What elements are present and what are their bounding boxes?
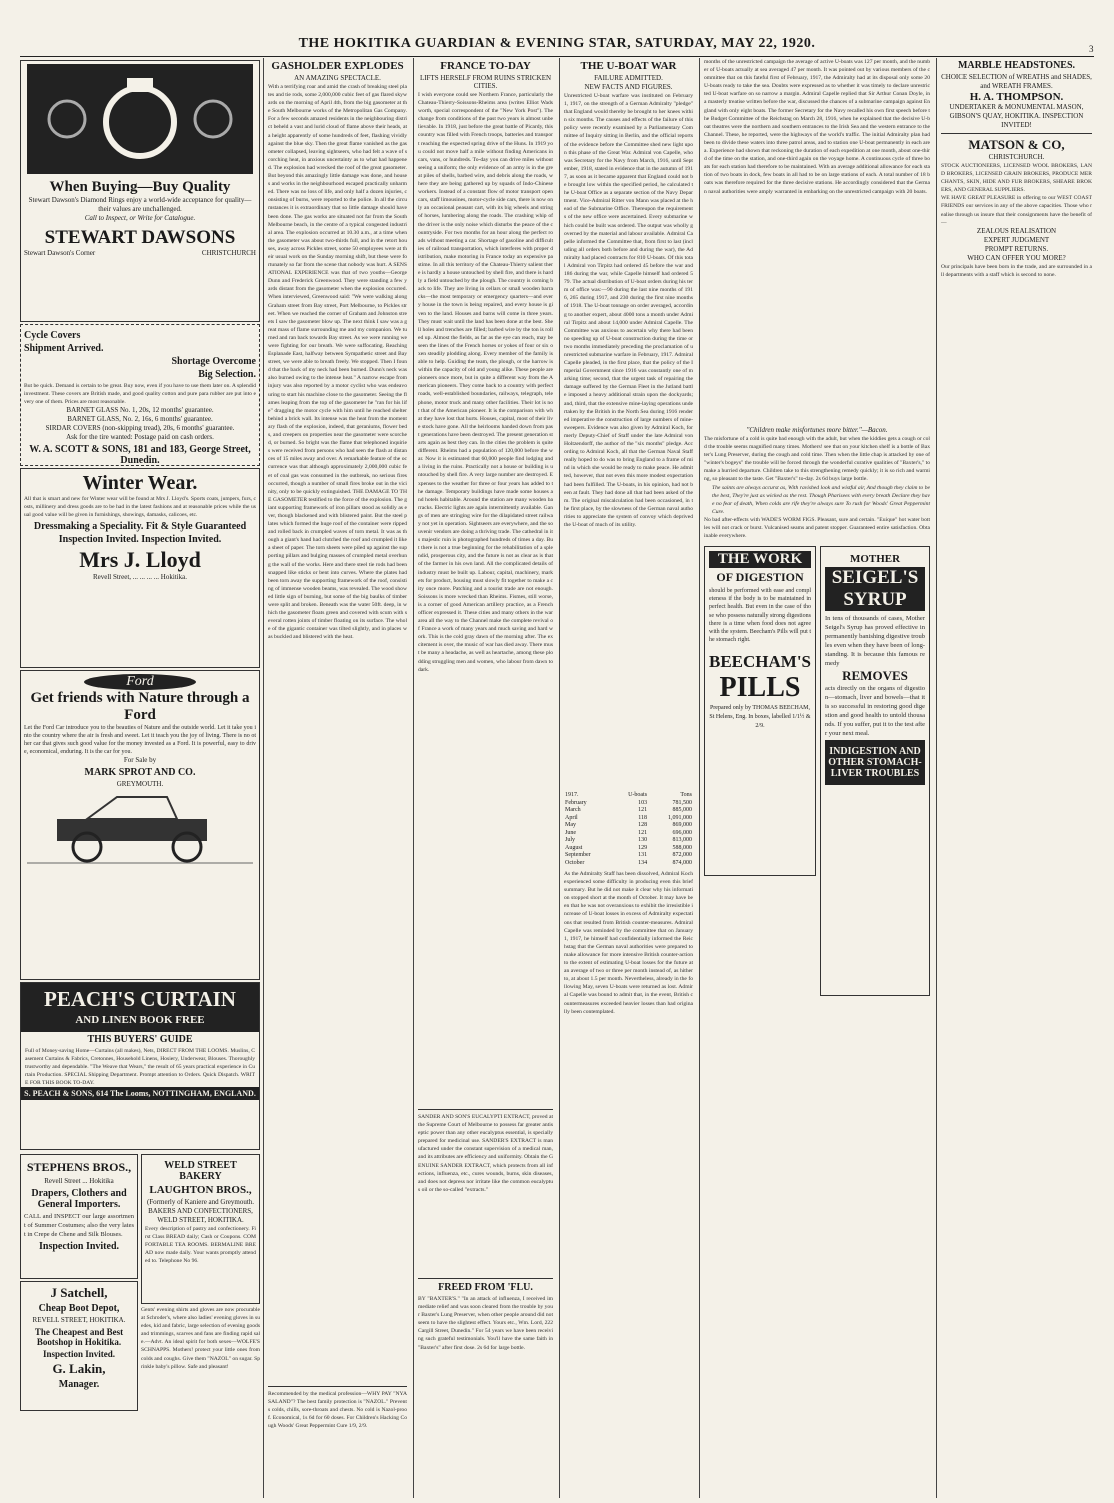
seigels-syrup-advert bbox=[820, 546, 930, 996]
beecham-brand-1: BEECHAM'S bbox=[709, 651, 812, 671]
woods-poem: The saints are always accurst as, With ravished look and wistful air, And though they claim to be the best, They're just as wicked as the rest. Though Pharisees with every breath Declare they have no fear of death, When colds are rife they're always sure To rush for Woods' Great Peppermint Cure. bbox=[712, 484, 932, 515]
lloyd-winter-wear-advert bbox=[20, 468, 260, 668]
table-cell: 130 bbox=[638, 837, 648, 843]
table-row bbox=[564, 837, 693, 845]
stephens-body: CALL and INSPECT our large assortment of Summer Costumes; also the very latest in Crepe de Chene and Silk Blouses. bbox=[24, 1213, 134, 1238]
table-cell: 129 bbox=[638, 844, 648, 851]
uboat-continued: months of the unrestricted campaign the average of active U-boats was 127 per month, and the number of U-boats actually at sea averaged 47 per month. It was pointed out by various members of the committee that on this fateful first of February, 1917, the Admiralty had at its disposal only some 20 U-boats ready to take the sea. Doubts were expressed as to whether it was timely to declare unrestricted U-boat warfare on so narrow a margin. Admiral Capelle replied that Sir Arthur Conan Doyle, in a masterly treatise written before the war, discussed the chances of a submarine campaign against England with only eight boats. The former Secretary for the Navy recalled his own first speech before the Budget Committee of the Reichstag on March 28, 1916, when he explained that the decisive U-boat theatres were the northern and southern entrances to the Irish Sea and the western entrance to the Channel. These, he reported, were the highways of the world's traffic. The initial Admiralty plan had been to divide these waters into three patrol areas, and to station one U-boat permanently in each area. Experience had shown that reckoning the duration of each expedition at one month, about one-third of the time on the station, and one-third again on the voyage home. A continuous cycle of three boats for each station had therefore to be maintained. With an average additional allowance for each station of two boats in dock, few boats in all had to be on large stations of each. A total number of 18 boats was therefore required for the three decisive stations. He accordingly considered that the German naval authorities were amply warranted in embarking on the unrestricted campaign with 20 boats. bbox=[704, 59, 932, 195]
lloyd-h2: Dressmaking a Speciality. Fit & Style Guaranteed bbox=[33, 521, 247, 533]
bacon-quote: "Children make misfortunes more bitter."—Bacon. bbox=[746, 426, 888, 434]
table-cell: May bbox=[565, 822, 576, 828]
beecham-foot: Prepared only by THOMAS BEECHAM, St Helens, Eng. In boxes, labelled 1/1½ & 2/9. bbox=[709, 704, 811, 729]
peach-h3: THIS BUYERS' GUIDE bbox=[87, 1034, 193, 1045]
table-cell: 121 bbox=[638, 829, 648, 836]
beecham-h2: OF DIGESTION bbox=[716, 570, 804, 585]
dawson-body: Stewart Dawson's Diamond Rings enjoy a world-wide acceptance for quality—their values are unchallenged. bbox=[28, 196, 252, 213]
satchell-h4: Inspection Invited. bbox=[42, 1349, 115, 1359]
satchell-h2: Cheap Boot Depot, bbox=[38, 1303, 120, 1314]
matson-line-4: WHO CAN OFFER YOU MORE? bbox=[967, 253, 1066, 262]
peach-curtain-advert bbox=[20, 982, 260, 1150]
scott-line-2: BARNET GLASS, No. 2, 16s, 6 months' guarantee. bbox=[67, 415, 213, 424]
stewart-dawson-advert bbox=[20, 60, 260, 322]
scott-line-3: SIRDAR COVERS (non-skipping tread), 20s, 6 months' guarantee. bbox=[45, 424, 235, 433]
baxters-kiddies: The misfortune of a cold is quite bad enough with the adult, but when the kiddies gets a cough or cold the trouble seems magnified many times. Mothers! see that on your kitchen shelf is a bottle of Baxter's Lung Preserver, during the cough and cold time. Then when the little chap is attacked by one of "winter's bogeys" the trouble will be forced through the wonderful curative qualities of "Baxter's," to make a hurried departure. Children take to this strengthening remedy quickly; it is so rich and warming, so pleasant to the taste. Get "Baxter's" to-day. 2s 6d buys large bottle. bbox=[704, 436, 932, 483]
dawson-brand: STEWART DAWSONS bbox=[44, 227, 236, 248]
table-cell: 874,000 bbox=[672, 859, 692, 866]
uboat-article-2: As the Admiralty Staff has been dissolved, Admiral Koch experienced some difficulty in producing even this brief summary. But he did not make it clear why his information stopped short at the month of October. It may have been that he was not overanxious to exhibit the irresistible increase of U-boat losses in excess of Admiralty expectations that resulted from British counter-measures. Admiral Capelle was reminded by the committee that on January 1, 1917, he himself had confidentially informed the Reichstag that the German naval authorities were prepared to make allowance for more intensive British counter-action to the extent of estimating U-boat losses for the future at an average of two or three per month instead of, as hitherto, at about 1.5 per month. Nevertheless, already in the following May, seven U-boats were returned as lost. Admiral Capelle was bound to admit that, in the event, British countermeasures exceeded heavier losses than had originally been contemplated. bbox=[564, 871, 695, 1015]
uboat-subtitle: FAILURE ADMITTED. bbox=[594, 74, 663, 82]
lloyd-address: Revell Street, ... ... ... ... Hokitika. bbox=[92, 573, 188, 582]
table-cell: 121 bbox=[638, 807, 648, 813]
marble-h1: MARBLE HEADSTONES. bbox=[957, 60, 1076, 71]
peach-h2: AND LINEN BOOK FREE bbox=[75, 1014, 205, 1026]
satchell-address: REVELL STREET, HOKITIKA. bbox=[32, 1316, 126, 1324]
stephens-bros-advert bbox=[20, 1154, 138, 1279]
schroder-notice: Gents' evening shirts and gloves are now procurable at Schroder's, where also ladies' evening gloves in suedes, kid and fabric, large selection of evening goods and trimmings, scarves and fans are finding rapid sale.—Advt. An ideal spirit for both sexes—WOLFE'S SCHNAPPS. Mothers! protect your little ones from colds and coughs. Give them "NAZOL" on sugar. Sprinkle baby's pillow. Safe and pleasant! bbox=[141, 1307, 262, 1370]
scott-h4: Big Selection. bbox=[198, 369, 256, 380]
table-cell: June bbox=[565, 829, 576, 836]
matson-line-1: ZEALOUS REALISATION bbox=[976, 226, 1057, 235]
table-cell: 131 bbox=[638, 852, 648, 858]
freed-flu-heading: FREED FROM 'FLU. bbox=[438, 1282, 533, 1293]
scott-name: W. A. SCOTT & SONS, 181 and 183, George Street, Dunedin. bbox=[29, 444, 251, 467]
ford-dealer: MARK SPROT AND CO. bbox=[84, 767, 196, 779]
stephens-h2: Drapers, Clothers and General Importers. bbox=[31, 1188, 127, 1210]
france-subtitle: LIFTS HERSELF FROM RUINS STRICKEN CITIES. bbox=[419, 74, 552, 90]
scott-h2: Shipment Arrived. bbox=[24, 343, 104, 354]
column-1-adverts bbox=[20, 58, 260, 1498]
dawson-corner: Stewart Dawson's Corner bbox=[24, 249, 96, 257]
peach-name: S. PEACH & SONS, 614 The Looms, NOTTINGHAM, ENGLAND. bbox=[21, 1087, 259, 1100]
satchell-name: G. Lakin, bbox=[52, 1361, 106, 1376]
ford-city: GREYMOUTH. bbox=[116, 780, 164, 789]
table-row bbox=[564, 852, 693, 860]
peach-body: Full of Money-saving Home—Curtains (all makes), Nets, DIRECT FROM THE LOOMS. Muslins, Casement Curtains & Fabrics, Cretonnes, Household Linens, Hosiery, Underwear, Blouses. Thoroughly trustworthy and dependable. "The Weave that Wears," the result of 65 years practical experience in Curtain Production. SPECIAL Shipping Department. Prompt attention to Orders. Quick Dispatch. WRITE FOR THIS BOOK TO-DAY. bbox=[25, 1048, 257, 1087]
table-cell: 118 bbox=[638, 814, 648, 821]
beecham-body: should be performed with ease and completeness if the body is to be maintained in perfect health. But even in the case of those who possess naturally strong digestions there is a time when food does not agree with the system. Beecham's Pills will put the stomach right. bbox=[709, 588, 813, 643]
uboat-title: THE U-BOAT WAR bbox=[580, 60, 677, 72]
seigel-foot: INDIGESTION AND OTHER STOMACH-LIVER TROUBLES bbox=[825, 740, 925, 785]
uboat-article: Unrestricted U-boat warfare was instituted on February 1, 1917, on the strength of a German Admiralty "pledge" that England would thereby be brought to her knees within six months. The causes and effects of the failure of this policy were recently examined by a Parliamentary Committee of Inquiry sitting in Berlin, and the official reports of the evidence before the Committee shed new light upon this phase of the Great War. Admiral von Capelle, who was Secretary for the Navy from March, 1916, until September, 1918, stated in evidence that in the autumn of 1917, as soon as it became apparent that England could not be brought low within the specified period, he calculated the U-boat Office as a separate section of the Navy Department. Vice-Admiral Ritter von Mann was placed at the head of the Submarine Office. Thereupon the requirements of the new office were ascertained. Every submarine which could be built was ordered. The output was wholly governed by the material and labour available. Admiral Capelle informed the Committee that, from first to last (including all orders both before and during the war), the Admiralty had placed contracts for 810 U-boats. Of this total Admiral von Tirpitz had ordered 45 before the war and 186 during the war, while Capelle himself had ordered 579. The actual distribution of U-boat orders during his term of office was:—90 during the last nine months of 1916, 265 during 1917, and 230 during the first nine months of 1918. The U-boat tonnage on order averaged, according to another expert, about 4000 tons a month under Admiral Tirpitz and about 14,000 under Admiral Capelle. The Committee was anxious to ascertain why there had been no speeding up of U-boat construction during the time or two months immediately preceding the proclamation of unrestricted submarine warfare in February, 1917. Admiral Capelle pleaded, in the first place, that the policy of the Imperial Government since 1916 was constantly one of marking time; second, that the urgent task of repairing the damage suffered by the German Fleet in the Jutland battle imposed a heavy additional strain upon the dockyards; and, third, that the extensive mine-laying operations undertaken by the British in the North Sea during 1916 rendered imperative the construction of large numbers of mine-sweepers. Evidence was also given by Admiral Koch, formerly Deputy-Chief of Staff under the late Admiral von Holtzendorff, the author of the "six months" pledge. According to Admiral Koch, all that the German Naval Staff really hoped to do was to bring England to a frame of mind in which she would be ready to make peace. He admitted, however, that not even this more modest expectation had been fulfilled. The U-boats, in his opinion, had not been at fault. They had done all that had been asked of them. The original miscalculation had been occasioned, in the first place, by the slowness of the German naval authorities to appreciate the system of convoy which deprived the U-boat of much of its utility. bbox=[564, 93, 695, 528]
beecham-h1: THE WORK bbox=[709, 551, 811, 568]
stephens-h1: STEPHENS BROS., bbox=[26, 1160, 132, 1174]
dawson-headline: When Buying—Buy Quality bbox=[49, 179, 231, 195]
laughton-h3: BAKERS AND CONFECTIONERS, WELD STREET, HOKITIKA. bbox=[148, 1207, 253, 1224]
ford-advert bbox=[20, 670, 260, 980]
marble-body: CHOICE SELECTION of WREATHS and SHADES, and WREATH FRAMES. bbox=[941, 73, 1092, 90]
laughton-body: Every description of pastry and confectionery. First Class BREAD daily; Cash or Coupons. COMFORTABLE TEA ROOMS. BERMALINE BREAD now made daily. Your wants promptly attended to. Telephone No 96. bbox=[145, 1226, 256, 1265]
nazol-advert: Recommended by the medical profession—WHY PAY "NYASALAND"? The best family protection is "NAZOL." Prevents colds, chills, sore-throats and chests. No cold is Nazol-proof. Economical, 1s 6d for 60 doses. For Children's Hacking Cough Woods' Great Peppermint Cure 1/9, 2/9. bbox=[268, 1391, 407, 1430]
table-cell: July bbox=[565, 837, 576, 843]
gasholder-article: With a terrifying roar and amid the crash of breaking steel plates and tie rods, some 2,000,000 cubic feet of gas flared skywards on the morning of April 4th, from the big gasometer at the South Melbourne works of the Metropolitan Gas Company. For a few seconds amazed residents in the neighbouring district beheld a vast and lurid cloud of flame above their heads, at a height apparently of some hundreds of feet, flashing vividly against the blue sky. Then the great flame vanished as the gasometer collapsed, leaving sightseers, who had felt a wave of scorching heat, in anxious uncertainty as to what had happened. The explosion had wrecked the roof of the great gasometer. But beyond this amazingly little damage was done, and houses and works in the neighbourhood escaped practically unharmed. There was no loss of life, and only half a dozen injuries, consisting of burns, were reported to the police. In all the circumstances it is extraordinary that so little damage should have been done. The gas works are situated not far from the South Melbourne beach, in the centre of a typical congested industrial area. The explosion occurred at 10.30 a.m., at a time when the gasometer was about two-thirds full, and in the retort houses, away across Pickles street, some 50 employees were at their usual work on the Sunday morning shift, but these were fortunately so far from the scene that nobody was hurt. A SENSATIONAL EXPERIENCE was that of two youths—George Dunn and Frederick Greenwood. They were standing a few yards distant from the gasometer when the explosion occurred. When interviewed, Greenwood said: "We were walking along Graham street from Bay street, Port Melbourne, to Pickles street. When we reached the corner of Graham and Johnston streets I saw the gasometer blow up. The next think I saw was a great mass of flame surrounding me and my companion. We turned and ran back towards Bay street. As we were running we were fighting for our breath. We were suffocating. Reaching Esplanade East, halfway between Sympathetic street and Bay street, we were able to breath freely. We stopped. Then I found that the back of my neck had been burned. Dunn's neck was also burned owing to the intense heat." A narrow escape from injury was also reported by a motor cyclist who was endeavouring to start his machine close to the gasometer. Seeing the flames leaping from the top of the gasometer he "ran for his life" dragging the motor cycle with him until he reached shelter behind a brick wall. Its intense was the heat from the momentary flash of the explosion, indeed, that geraniums, flower beds, and creepers on properties near the gasometer were scorched, or burned. So bright was the flame that telephoned inquiries were received from persons who had seen the flash at distances of 15 miles away and over. A remarkable feature of the occurrence was that although approximately 2,000,000 cubic feet of coal gas was consumed in the outbreak, no serious fires occurred, though a number of small fires broke out in the vicinity, only to be quickly extinguished. THE DAMAGE TO THE GASOMETER testified to the force of the explosion. The giant supporting framework of iron pillars stood as solidly as ever, though blackened and with blistered paint. But the steel plates which formed the huge roof of the container were ripped and rolled back in crumpled waves of torn metal. It was as though a giant's hand had clutched the roof and crumpled it like a sheet of paper. The torn sheets were piled up against the supporting pillars and bulging masses of crumpled metal overhung the wall of the works. Here and there steel tie rods had been snapped like sticks or bent into curves. Where the plates had been torn away the supporting framework of the roof, consisting of immense wooden beams, was revealed. The wood showed little sign of burning, but some of the big baulks of timber were split and broken. Beneath was the water 50ft. deep, in which the gasometer floats green and covered with scum with several rotten joints of timber floating on its surface. The whole of the gigantic container was tilted slightly, and in places was buckled and blistered with the heat. bbox=[268, 84, 409, 641]
laughton-h2: LAUGHTON BROS., bbox=[149, 1184, 252, 1196]
table-head: Tons bbox=[680, 792, 692, 798]
seigel-h3: SYRUP bbox=[825, 589, 925, 611]
ford-headline: Get friends with Nature through a Ford bbox=[30, 690, 250, 723]
seigel-body: In tens of thousands of cases, Mother Seigel's Syrup has proved effective in permanently banishing digestive troubles even when they have been of long-standing. It is because this famous remedy bbox=[825, 615, 927, 668]
table-cell: 588,000 bbox=[672, 844, 692, 851]
satchell-boot-advert bbox=[20, 1281, 138, 1411]
table-cell: 103 bbox=[638, 799, 648, 806]
table-cell: 696,000 bbox=[672, 829, 692, 836]
masthead bbox=[20, 36, 1094, 52]
lloyd-name: Mrs J. Lloyd bbox=[79, 547, 201, 573]
uboat-subtitle-2: NEW FACTS AND FIGURES. bbox=[584, 83, 673, 91]
seigel-h2: SEIGEL'S bbox=[825, 567, 925, 589]
thompson-name: H. A. THOMPSON. bbox=[969, 91, 1064, 103]
uboat-table bbox=[564, 792, 693, 867]
table-row bbox=[564, 822, 693, 830]
scott-line-4: Ask for the tire wanted: Postage paid on cash orders. bbox=[66, 433, 214, 442]
table-cell: February bbox=[565, 799, 587, 806]
satchell-role: Manager. bbox=[58, 1379, 100, 1390]
table-row bbox=[564, 815, 693, 823]
page-number: 3 bbox=[1089, 44, 1094, 54]
column-5 bbox=[699, 58, 934, 1498]
column-4-uboat bbox=[559, 58, 697, 1498]
scott-h1: Cycle Covers bbox=[24, 330, 81, 341]
masthead-title: THE HOKITIKA GUARDIAN & EVENING STAR, SATURDAY, MAY 22, 1920. bbox=[298, 36, 816, 51]
table-cell: August bbox=[565, 844, 583, 851]
matson-h1: MATSON & CO, bbox=[968, 137, 1065, 152]
table-cell: March bbox=[565, 807, 581, 813]
scott-cycle-covers-advert bbox=[20, 324, 260, 466]
scott-h3: Shortage Overcome bbox=[171, 356, 256, 367]
ford-logo: Ford bbox=[84, 674, 196, 690]
scott-body: But be quick. Demand is certain to be great. Buy now, even if you have to use them later on. A splendid investment. These covers are British made, and good quality cotton and pure para rubber are put into every one of them. Prices are most reasonable. bbox=[24, 383, 258, 406]
france-title: FRANCE TO-DAY bbox=[440, 60, 531, 72]
france-article: I wish everyone could see Northern France, particularly the Chateau-Thierry-Soissons-Rheims area (writes Elliot Wadsworth, special correspondent of the "New York Post"). The change from conditions of the past two years is almost unbelievable. In 1918, just before the great battle of Picardy, this country was filled with French troops, batteries and transport reaching the expected spring drive of the Huns. In 1919 you could not move half a mile without finding Americans in cars, vans, or hundreds. To-day you can drive miles without seeing a uniform; the only evidence of an army is in the great piles of shells, barbed wire, and debris along the roads, where they are being gathered up by squads of Indo-Chinese workers. Instead of a constant flow of motor transport open cars, staff limousines, motor-cycle side cars, there is now only an occasional peasant cart, with its big wheels and string of horses, lumbering along the roads. The crashing whip of the driver is the only noise which disturbs the peace of the countryside. For two months for an hour along the perfect roads without meeting a car. Shortage of gasoline and difficulties of railroad transportation, which interferes with proper distribution, make motoring in France today an expensive pastime. In all this territory of the Chateau-Thierry salient there is hardly a house untouched by shell fire, and there is hardly a field untouched by the plough. The country is coming back to life. They are living in cellars or small wooden barracks—the most temporary or emergency quarters—and every house in the town is being repaired, and every house is given to the land. Houses and barns will come in three years. They must wait until the land has been done at the best. Shell holes and trenches are filled; barbed wire by the ton is rolled up. Almost the fields, as far as the eye can reach, may be seen the lines of the French horses or yokes of four or six oxen steadily plodding along. Every member of the family is able to help. Guiding the team, the plough, or the harrow is within the capacity of old and young alike. These people are pioneers once more, but in quite a different way from the American pioneers. They come back to a country with perfect roads, well-established boundaries, railways, telegraph, telephone, motor truck and many other facilities. Their lot is not that of the American pioneer. It is the comparison with what they have lost that hurts. Houses, capital, most of their live stock have gone. All the heirlooms handed down from past generations have been destroyed. The present generation starts again as best they can. In the cities the problem is quite different. Rheims had a population of 120,000 before the war. Now it is estimated that 60,000 people find lodging and a living in the ruins. Practically not a house or building is untouched by shell fire. A very large number are destroyed. Expenses to the weather for three or four years has added to the damage. Temporary buildings have made some houses and hotels habitable. Around the station are many wooden barracks. Electric lights are again intermittently available. Gangs of men are stringing wire for the dilapidated street railway not yet in operation. Sightseers are everywhere, and the souvenir vendors are doing a thriving trade. The cathedral in its majestic ruin is photographed hundreds of times a day. But there is not a true beginning for the rehabilitation of a splendid, prosperous city, and the future is not as clear as is that of the farmer in his own land. All the complicated details of industry must be built up. Labour, capital, machinery, markets for product, housing must slowly fit together to make a city once more. Patching and a tourist trade are not enough. Soissons is more wrecked than Rheims. Fismes, still worse, is a corner of good American artillery practice, as a French officer expressed it. These cities and many others in the war area all the way to the Channel make the complete revival of France a work of many years and much saving and hard work. This is the cold gray dawn of the morning after. The excitement is over, the music of war has died away. There must be many a headache, as well as heartache, among these plodding struggling men and women, who labour from dawn to dark. bbox=[418, 92, 555, 673]
satchell-h3: The Cheapest and Best Bootshop in Hokitika. bbox=[34, 1327, 124, 1347]
matson-body-2: WE HAVE GREAT PLEASURE in offering to our WEST COAST FRIENDS our services in any of the above capacities. Those who realise through us insure that their consignments have the benefit of— bbox=[941, 195, 1094, 226]
gasholder-title: GASHOLDER EXPLODES bbox=[271, 60, 404, 72]
beechams-advert bbox=[704, 546, 816, 876]
seigel-body-2: acts directly on the organs of digestion—stomach, liver and bowels—that it is so successful in restoring good digestion and good health to untold thousands. If you suffer, put it to the test after your next meal. bbox=[825, 685, 927, 738]
dawson-city: CHRISTCHURCH bbox=[201, 249, 256, 257]
column-3-france bbox=[413, 58, 557, 1498]
ford-sale: For Sale by bbox=[123, 756, 157, 765]
ford-car-illustration bbox=[27, 789, 253, 869]
table-head: U-boats bbox=[628, 792, 648, 798]
column-6 bbox=[936, 58, 1096, 1498]
ford-body: Let the Ford Car introduce you to the beauties of Nature and the outside world. Let it take you into the country where the air is fresh and sweet. Let it teach you the joy of living. There is no other car that gives such good value for the money invested as a Ford. It is powerful, easy to drive, economical, enduring. It is the car for you. bbox=[24, 725, 256, 756]
table-cell: 128 bbox=[638, 822, 648, 828]
matson-line-2: EXPERT JUDGMENT bbox=[983, 235, 1050, 244]
lloyd-h1: Winter Wear. bbox=[82, 472, 198, 494]
table-cell: April bbox=[565, 814, 578, 821]
matson-body-3: Our principals have been born in the trade, and are surrounded in all departments with a staff which is second to none. bbox=[941, 263, 1092, 278]
matson-city: CHRISTCHURCH. bbox=[988, 153, 1045, 161]
matson-body: STOCK AUCTIONEERS, LICENSED WOOL BROKERS, LAND BROKERS, LICENSED GRAIN BROKERS, PRODUCE MERCHANTS, SKIN, HIDE AND FUR BROKERS, SHEARE BROKERS, AND GENERAL SUPPLIERS. bbox=[941, 163, 1092, 194]
table-row bbox=[564, 860, 693, 868]
sanders-advert: SANDER AND SON'S EUCALYPTI EXTRACT, proved at the Supreme Court of Melbourne to possess far greater antiseptic power than any other eucalyptus essential, is specially prepared for medicinal use. SANDER'S EXTRACT is manufactured under the constant supervision of a medical man, and its attributes are efficiency and uniformity. Obtain the GENUINE SANDER EXTRACT, which protects from all infections, influenza, etc., cures wounds, burns, skin diseases, and does not depress nor irritate like the common eucalyptus oil or the so-called "extracts." bbox=[418, 1114, 555, 1193]
masthead-rule bbox=[20, 56, 1094, 57]
stephens-h3: Inspection Invited. bbox=[38, 1241, 119, 1252]
thompson-address: GIBSON'S QUAY, HOKITIKA. INSPECTION INVITED! bbox=[949, 112, 1084, 129]
thompson-role: UNDERTAKER & MONUMENTAL MASON, bbox=[949, 103, 1084, 111]
column-2-gasholder bbox=[263, 58, 411, 1498]
table-cell: 134 bbox=[638, 859, 648, 866]
table-row bbox=[564, 845, 693, 853]
lloyd-h3: Inspection Invited. Inspection Invited. bbox=[58, 534, 222, 546]
scott-line-1: BARNET GLASS No. 1, 20s, 12 months' guarantee. bbox=[66, 406, 214, 415]
ring-illustration bbox=[27, 64, 253, 174]
table-cell: October bbox=[565, 859, 585, 866]
baxters-advert: BY "BAXTER'S." "In an attack of influenza, I received immediate relief and was soon cleared from the trouble by your Baxter's Lung Preserver, when other people around did not seem to have the slightest effect. Yours etc., Wm. Lord, 222 Cargill Street, Dunedin." For 54 years we have been receiving such grateful testimonials. You'll have the same faith in "Baxter's" after first dose. 2s 6d for large bottle. bbox=[418, 1296, 555, 1351]
matson-line-3: PROMPT RETURNS. bbox=[984, 244, 1049, 253]
gasholder-subtitle: AN AMAZING SPECTACLE. bbox=[294, 74, 381, 82]
table-cell: 813,000 bbox=[672, 837, 692, 843]
table-cell: 869,000 bbox=[672, 822, 692, 828]
peach-h1: PEACH'S CURTAIN bbox=[44, 987, 236, 1011]
table-head: 1917. bbox=[565, 792, 579, 798]
table-cell: 885,000 bbox=[672, 807, 692, 813]
table-row bbox=[564, 830, 693, 838]
seigel-h1: MOTHER bbox=[849, 553, 901, 566]
table-cell: 872,000 bbox=[672, 852, 692, 858]
table-cell: 781,500 bbox=[672, 799, 692, 806]
laughton-bakery-advert bbox=[141, 1154, 260, 1304]
table-cell: September bbox=[565, 852, 591, 858]
laughton-sub: (Formerly of Kaniere and Greymouth. bbox=[146, 1198, 255, 1206]
table-row bbox=[564, 800, 693, 808]
stephens-address: Revell Street ... Hokitika bbox=[44, 1177, 114, 1185]
lloyd-body: All that is smart and new for Winter wear will be found at Mrs J. Lloyd's. Sports coats, jumpers, furs, costs, millinery and dress goods are to be had in the latest fashions and at reasonable prices while the usual good value will be given in furnishings, showings, damasks, calicoes, etc. bbox=[24, 496, 256, 519]
beecham-brand-2: PILLS bbox=[719, 671, 801, 703]
laughton-h1: WELD STREET BAKERY bbox=[164, 1160, 237, 1182]
worm-figs-advert: No bad after-effects with WADE'S WORM FIGS. Pleasant, sure and certain. "Euique" hot water bottles will not crack or burst. Vulcanised seams and patent stopper. Guaranteed entire satisfaction. Obtainable everywhere. bbox=[704, 516, 930, 540]
table-row bbox=[564, 807, 693, 815]
table-cell: 1,091,000 bbox=[668, 814, 692, 821]
dawson-call: Call to Inspect, or Write for Catalogue. bbox=[84, 214, 196, 222]
seigel-h4: REMOVES bbox=[842, 668, 908, 684]
satchell-h1: J Satchell, bbox=[50, 1285, 108, 1300]
